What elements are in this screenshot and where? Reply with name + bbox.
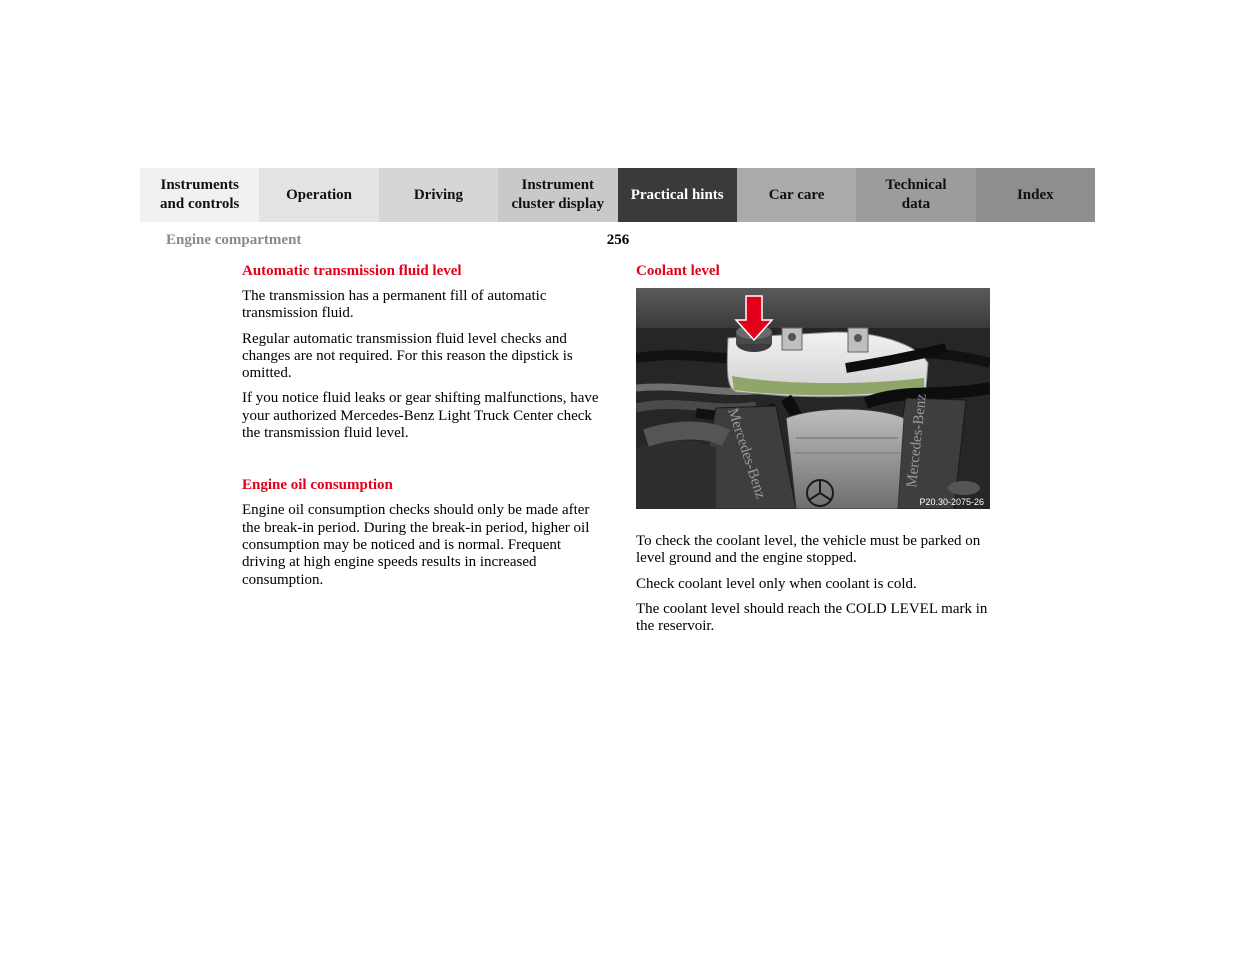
oil-consumption-paragraph: Engine oil consumption checks should only be made after the break-in period. During the break-in period, higher oil consumption may be noticed and is normal. Frequent driving at high engine speeds results in increased consumption. (242, 502, 590, 588)
transmission-heading: Automatic transmission fluid level (242, 263, 462, 279)
coolant-paragraph-2: Check coolant level only when coolant is cold. (636, 575, 917, 592)
right-column (636, 262, 996, 643)
figure-brand-left: Mercedes-Benz (724, 406, 769, 501)
engine-compartment-illustration (636, 288, 990, 509)
coolant-heading: Coolant level (636, 263, 720, 279)
chapter-navigation (140, 168, 1095, 222)
figure-code: P20.30-2075-26 (919, 497, 984, 507)
transmission-paragraph-1: The transmission has a permanent fill of automatic transmission fluid. (242, 288, 547, 322)
figure-brand-right: Mercedes-Benz (904, 393, 930, 489)
transmission-paragraph-2: Regular automatic transmission fluid level checks and changes are not required. For this reason the dipstick is omitted. (242, 330, 573, 382)
tab-instrument-cluster-display[interactable]: Instrument cluster display (498, 168, 617, 222)
left-column (242, 262, 604, 597)
coolant-paragraph-1: To check the coolant level, the vehicle must be parked on level ground and the engine stopped. (636, 533, 981, 567)
tab-technical-data[interactable]: Technical data (856, 168, 975, 222)
tab-index[interactable]: Index (976, 168, 1095, 222)
tab-practical-hints[interactable]: Practical hints (618, 168, 737, 222)
coolant-paragraph-3: The coolant level should reach the COLD LEVEL mark in the reservoir. (636, 600, 988, 635)
tab-car-care[interactable]: Car care (737, 168, 856, 222)
tab-driving[interactable]: Driving (379, 168, 498, 222)
oil-consumption-heading: Engine oil consumption (242, 477, 393, 494)
section-title: Engine compartment (166, 232, 302, 248)
tab-instruments-and-controls[interactable]: Instruments and controls (140, 168, 259, 222)
transmission-paragraph-3: If you notice fluid leaks or gear shifting malfunctions, have your authorized Mercedes-Benz Light Truck Center check the transmission fluid level. (242, 390, 599, 442)
section-spacer (242, 450, 604, 476)
tab-operation[interactable]: Operation (259, 168, 378, 222)
page-number: 256 (606, 232, 630, 248)
